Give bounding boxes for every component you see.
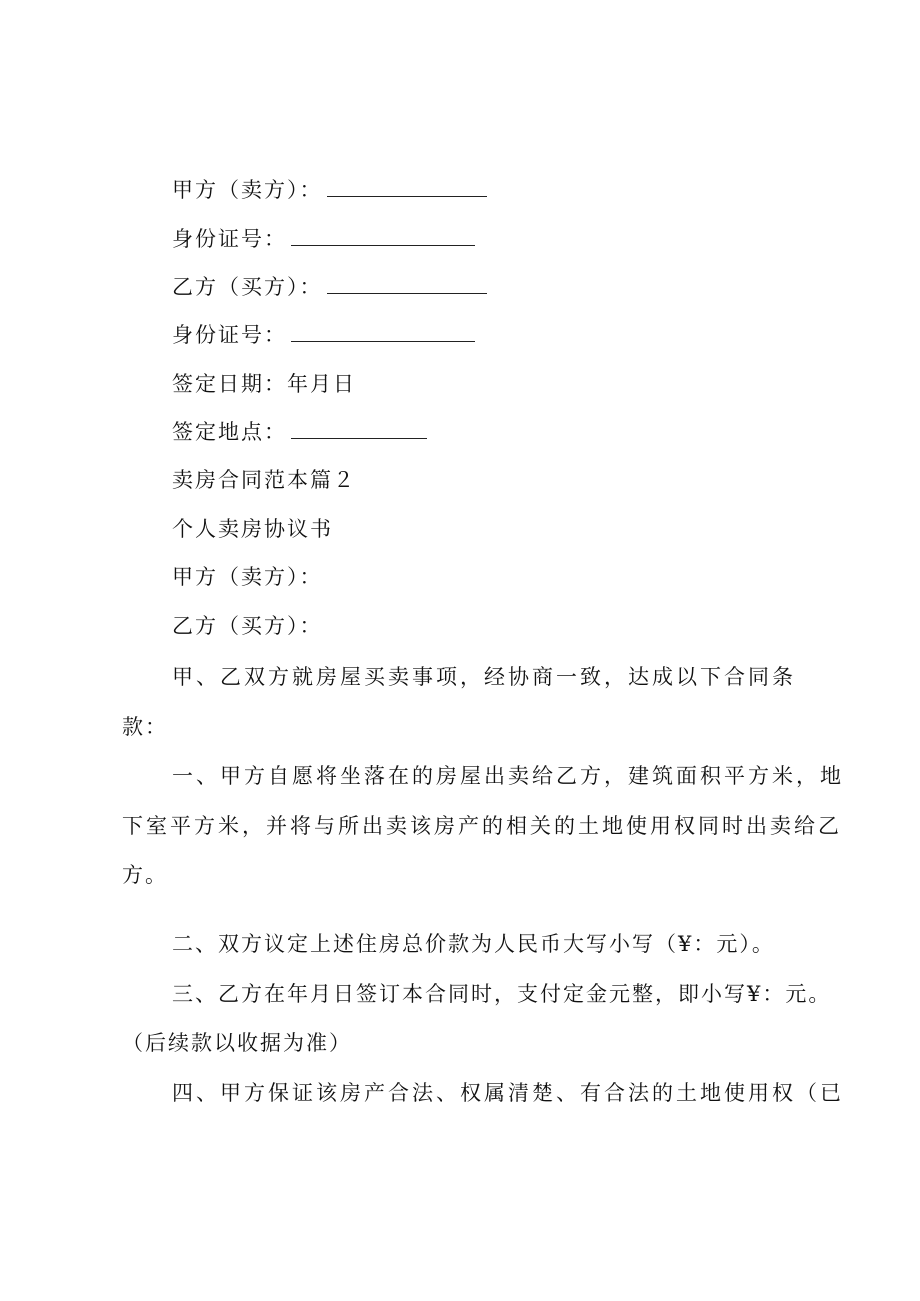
section-buyer-label: 乙方（买方）： [172,614,323,638]
intro-paragraph-line-1: 甲、乙双方就房屋买卖事项，经协商一致，达成以下合同条 [172,665,796,689]
signing-place-blank[interactable] [291,420,427,439]
seller-id-row [172,227,475,251]
signing-date-label: 签定日期：年月日 [172,372,356,396]
signing-place-label: 签定地点： [172,420,287,444]
clause-3-line-2: （后续款以收据为准） [122,1031,352,1055]
seller-name-blank[interactable] [327,178,487,197]
seller-row [172,178,487,202]
buyer-label: 乙方（买方）： [172,275,323,299]
section-seller-label: 甲方（卖方）： [172,565,323,589]
buyer-id-blank[interactable] [291,323,475,342]
clause-1-line-1: 一、甲方自愿将坐落在的房屋出卖给乙方，建筑面积平方米，地 [172,764,844,788]
buyer-name-blank[interactable] [327,275,487,294]
intro-paragraph-line-2: 款： [122,715,168,739]
seller-id-blank[interactable] [291,227,475,246]
clause-1-line-3: 方。 [122,863,168,887]
section-title: 卖房合同范本篇２ [172,468,356,492]
seller-id-label: 身份证号： [172,227,287,251]
clause-4-line-1: 四、甲方保证该房产合法、权属清楚、有合法的土地使用权（已 [172,1081,844,1105]
seller-label: 甲方（卖方）： [172,178,323,202]
agreement-title: 个人卖房协议书 [172,517,333,541]
signing-place-row [172,420,427,444]
clause-2: 二、双方议定上述住房总价款为人民币大写小写（¥：元）。 [172,932,775,956]
buyer-row [172,275,487,299]
buyer-id-label: 身份证号： [172,323,287,347]
clause-3-line-1: 三、乙方在年月日签订本合同时，支付定金元整，即小写¥：元。 [172,982,832,1006]
buyer-id-row [172,323,475,347]
signing-date-row [172,372,356,396]
clause-1-line-2: 下室平方米，并将与所出卖该房产的相关的土地使用权同时出卖给乙 [122,814,842,838]
